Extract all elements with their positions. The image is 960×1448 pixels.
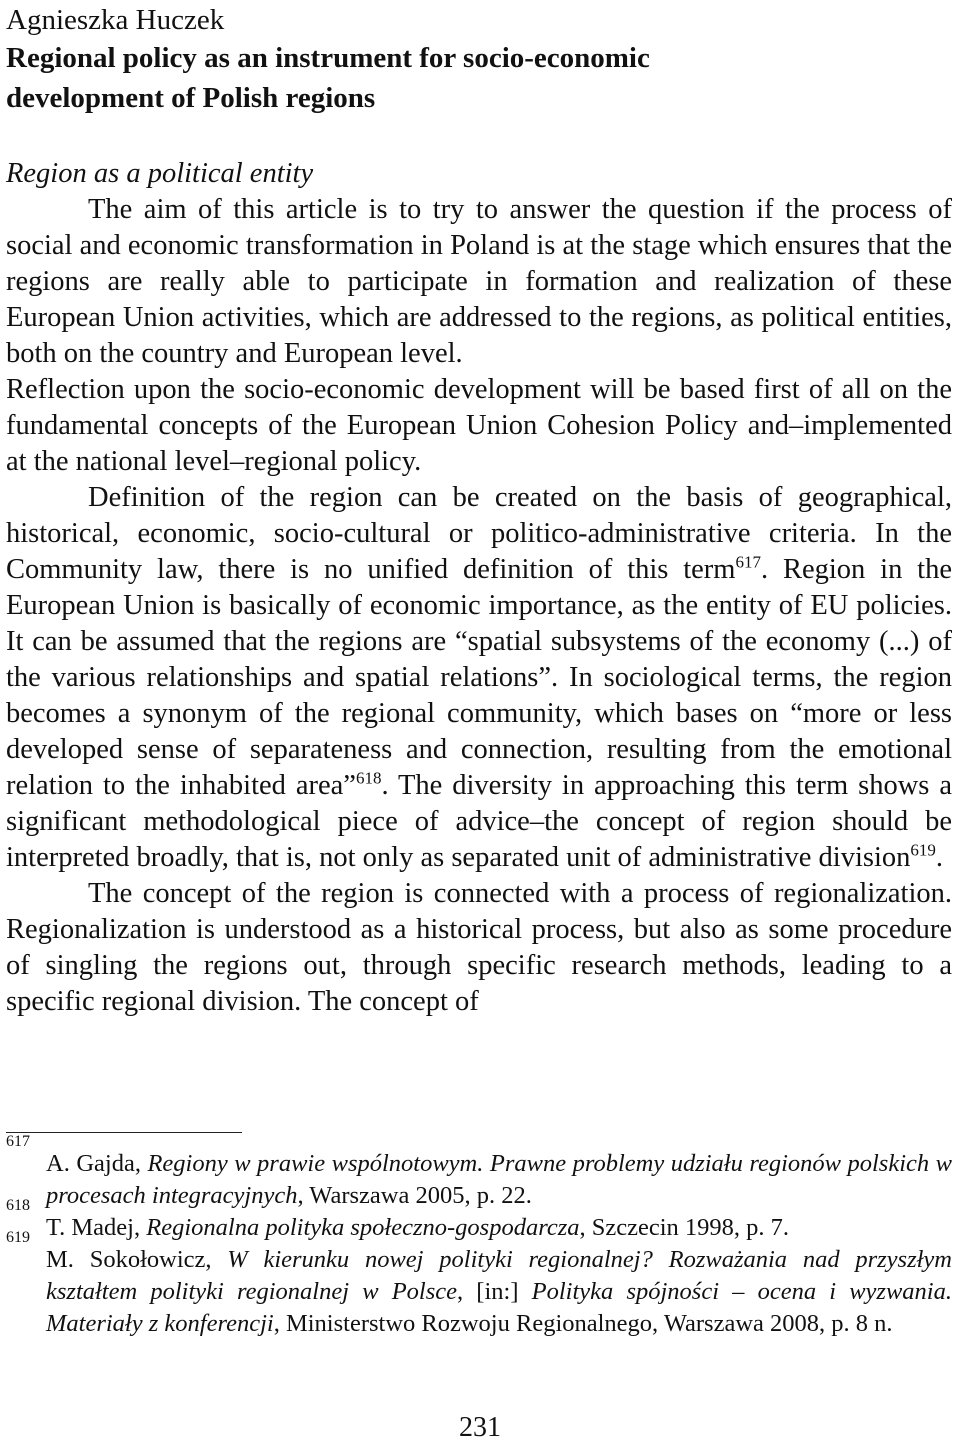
footnote-title: W kierunku nowej polityki regionalnej? Rozważania nad przyszłym kształtem polityki regionalnej w Polsce: [46, 1246, 952, 1305]
footnotes: [6, 1133, 952, 1340]
footnote-617: 617 A. Gajda, Regiony w prawie wspólnotowym. Prawne problemy udziału regionów polskich w procesach integracyjnych, Warszawa 2005, p. 22.: [6, 1133, 952, 1209]
footnote-separator: [6, 1132, 242, 1133]
article-title: [6, 38, 956, 118]
paragraph-3-part-d: .: [935, 842, 944, 873]
page-number: 231: [459, 1412, 501, 1443]
footnote-619: 619 M. Sokołowicz, W kierunku nowej polityki regionalnej? Rozważania nad przyszłym kształtem polityki regionalnej w Polsce, [in:] Polityka spójności – ocena i wyzwania. Materiały z konferencji, Ministerstwo Rozwoju Regionalnego, Warszawa 2008, p. 8 n.: [6, 1229, 952, 1337]
paragraph-3-part-b: . Region in the European Union is basically of economic importance, as the entity of EU policies. It can be assumed that the regions are “spatial subsystems of the economy (...) of the various relationships and spatial relations”. In sociological terms, the region becomes a synonym of the regional community, which bases on “more or less developed sense of separateness and connection, resulting from the emotional relation to the inhabited area”: [6, 554, 952, 801]
paragraph-4: The concept of the region is connected with a process of regionalization. Regionalization is understood as a historical process, but also as some procedure of singling the regions out, through specific research methods, leading to a specific regional division. The concept of: [6, 878, 952, 1017]
article-title-line-2: development of Polish regions: [6, 82, 376, 114]
footnote-collection-title: Polityka spójności – ocena i wyzwania. Materiały z konferencji: [46, 1278, 952, 1337]
section-heading: Region as a political entity: [6, 158, 314, 189]
footnote-publication: , Szczecin 1998, p. 7.: [579, 1214, 790, 1241]
article-title-line-1: Regional policy as an instrument for socio-economic: [6, 42, 650, 74]
footnote-publication: , Warszawa 2005, p. 22.: [297, 1182, 532, 1209]
footnote-publication: , Ministerstwo Rozwoju Regionalnego, Warszawa 2008, p. 8 n.: [273, 1310, 893, 1337]
paragraph-2: Reflection upon the socio-economic development will be based first of all on the fundamental concepts of the European Union Cohesion Policy and–implemented at the national level–regional policy.: [6, 374, 952, 477]
footnote-connector: , [in:]: [457, 1278, 532, 1305]
author-name: Agnieszka Huczek: [6, 4, 225, 36]
paragraph-1: The aim of this article is to try to answer the question if the process of social and economic transformation in Poland is at the stage which ensures that the regions are really able to participate in formation and realization of these European Union activities, which are addressed to the regions, as political entities, both on the country and European level.: [6, 194, 952, 369]
footnote-author: T. Madej,: [46, 1214, 147, 1241]
footnote-title: Regiony w prawie wspólnotowym. Prawne problemy udziału regionów polskich w procesach integracyjnych: [46, 1150, 952, 1209]
paragraph-3-part-c: . The diversity in approaching this term shows a significant methodological piece of advice–the concept of region should be interpreted broadly, that is, not only as separated unit of administrative division: [6, 770, 952, 873]
article-header: [6, 2, 956, 118]
footnote-618: 618 T. Madej, Regionalna polityka społeczno-gospodarcza, Szczecin 1998, p. 7.: [6, 1197, 790, 1241]
paragraph-3: [6, 480, 952, 876]
footnote-title: Regionalna polityka społeczno-gospodarcza: [146, 1214, 580, 1241]
article-body: [6, 156, 952, 1020]
footnote-author: A. Gajda,: [46, 1150, 148, 1177]
paragraph-3-part-a: Definition of the region can be created on the basis of geographical, historical, economic, socio-cultural or politico-administrative criteria. In the Community law, there is no unified definition of this term: [6, 482, 952, 585]
footnote-ref-619[interactable]: 619: [910, 840, 936, 860]
footnote-ref-618[interactable]: 618: [355, 768, 382, 788]
footnote-ref-617[interactable]: 617: [735, 552, 761, 572]
footnote-author: M. Sokołowicz,: [46, 1246, 228, 1273]
